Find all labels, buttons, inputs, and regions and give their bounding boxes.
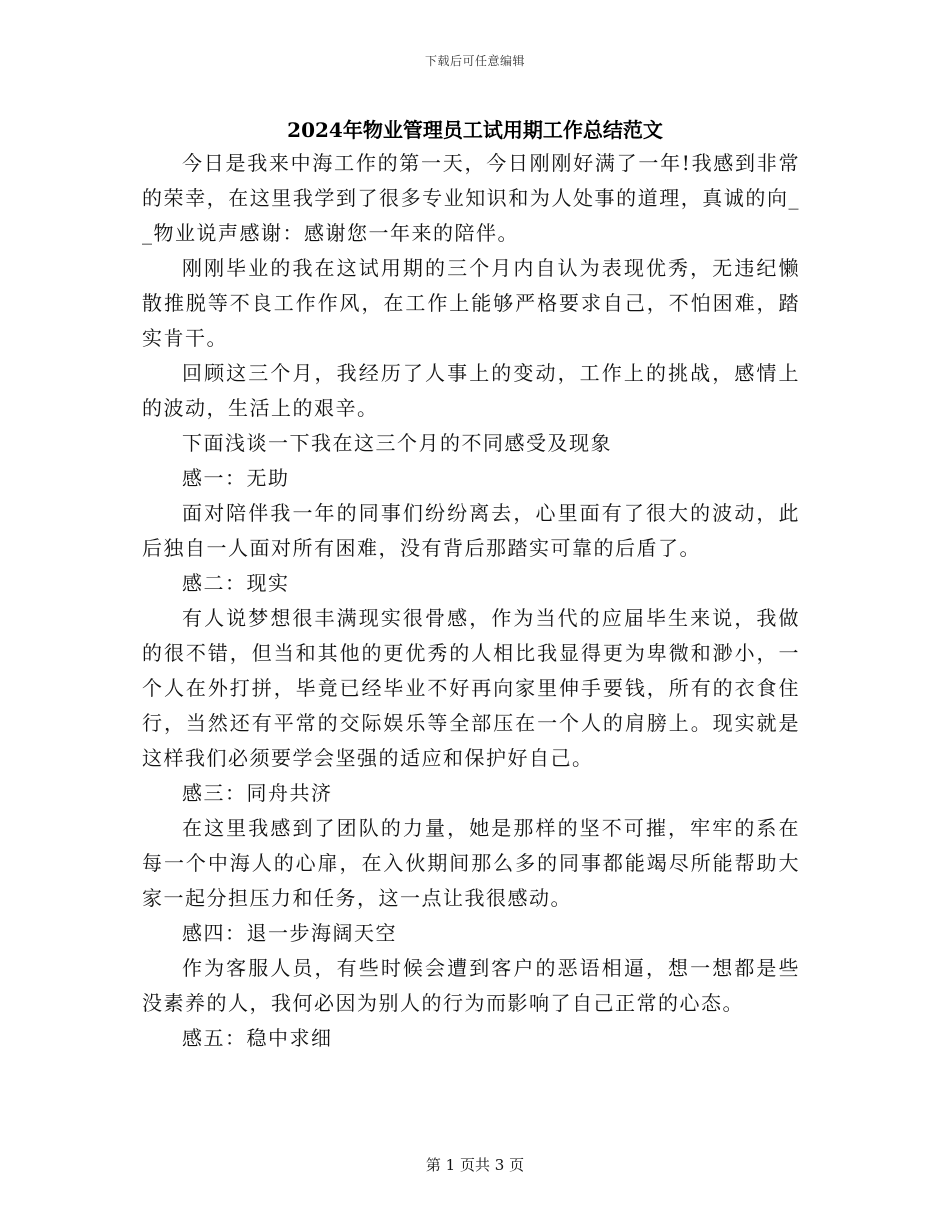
- section-heading-5: 感五：稳中求细: [182, 1026, 333, 1050]
- document-title: 2024年物业管理员工试用期工作总结范文: [287, 118, 663, 142]
- page-footer-number: 第 1 页共 3 页: [425, 1156, 525, 1174]
- document-body: [142, 146, 800, 1056]
- paragraph-probation: 刚刚毕业的我在这试用期的三个月内自认为表现优秀，无违纪懒散推脱等不良工作作风，在工作上能够严格要求自己，不怕困难，踏实肯干。: [142, 256, 800, 350]
- paragraph-section-2: 有人说梦想很丰满现实很骨感，作为当代的应届毕生来说，我做的很不错，但当和其他的更优秀的人相比我显得更为卑微和渺小，一个人在外打拼，毕竟已经毕业不好再向家里伸手要钱，所有的衣食住行，当然还有平常的交际娱乐等全部压在一个人的肩膀上。现实就是这样我们必须要学会坚强的适应和保护好自己。: [142, 606, 800, 770]
- section-heading-2: 感二：现实: [182, 571, 290, 595]
- paragraph-section-4: 作为客服人员，有些时候会遭到客户的恶语相逼，想一想都是些没素养的人，我何必因为别人的行为而影响了自己正常的心态。: [142, 956, 800, 1015]
- paragraph-section-3: 在这里我感到了团队的力量，她是那样的坚不可摧，牢牢的系在每一个中海人的心扉，在入伙期间那么多的同事都能竭尽所能帮助大家一起分担压力和任务，这一点让我很感动。: [142, 816, 800, 910]
- paragraph-section-1: 面对陪伴我一年的同事们纷纷离去，心里面有了很大的波动，此后独自一人面对所有困难，没有背后那踏实可靠的后盾了。: [142, 501, 800, 560]
- section-heading-4: 感四：退一步海阔天空: [182, 921, 397, 945]
- paragraph-intro: 今日是我来中海工作的第一天，今日刚刚好满了一年!我感到非常的荣幸，在这里我学到了很多专业知识和为人处事的道理，真诚的向__物业说声感谢：感谢您一年来的陪伴。: [142, 151, 800, 245]
- section-heading-3: 感三：同舟共济: [182, 781, 333, 805]
- page-header-note: 下载后可任意编辑: [424, 54, 525, 68]
- section-heading-1: 感一：无助: [182, 466, 290, 490]
- paragraph-lead-in: 下面浅谈一下我在这三个月的不同感受及现象: [182, 431, 612, 455]
- paragraph-review: 回顾这三个月，我经历了人事上的变动，工作上的挑战，感情上的波动，生活上的艰辛。: [142, 361, 800, 420]
